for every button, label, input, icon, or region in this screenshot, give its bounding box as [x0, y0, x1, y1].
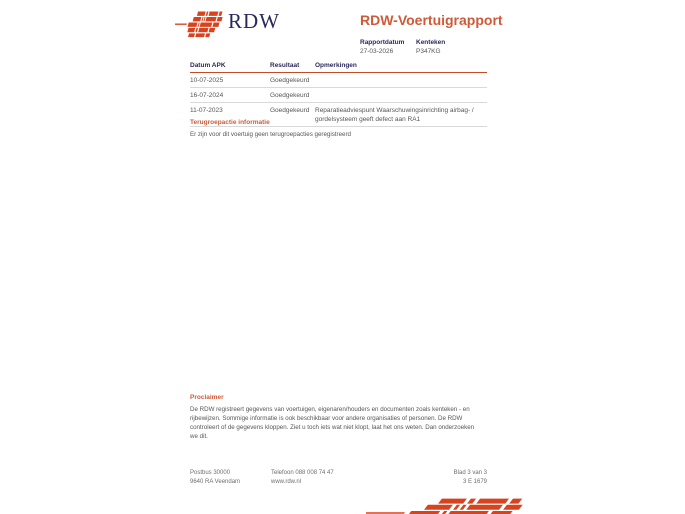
report-date-block	[360, 39, 416, 55]
apk-history-table	[190, 60, 487, 127]
proclaimer-heading: Proclaimer	[190, 394, 224, 401]
footer-phone: Telefoon 088 008 74 47	[271, 470, 334, 476]
cell-opmerkingen: Reparatieadviespunt Waarschuwingsinrichting airbag- / gordelsysteem geeft defect aan RA1	[315, 103, 487, 127]
cell-opmerkingen	[315, 73, 487, 88]
rdw-flag-icon	[175, 11, 223, 41]
footer-address-line1: Postbus 30000	[190, 470, 231, 476]
footer-address	[190, 469, 240, 487]
rdw-logo-text: RDW	[228, 9, 280, 33]
cell-resultaat: Goedgekeurd	[270, 73, 315, 88]
license-plate-value: P347KG	[416, 48, 441, 55]
cell-datum: 11-07-2023	[190, 103, 270, 127]
rdw-logo	[175, 11, 280, 41]
report-date-label: Rapportdatum	[360, 39, 405, 46]
col-header-datum-apk: Datum APK	[190, 60, 270, 73]
col-header-resultaat: Resultaat	[270, 60, 315, 73]
col-header-opmerkingen: Opmerkingen	[315, 60, 487, 73]
cell-resultaat: Goedgekeurd	[270, 103, 315, 127]
license-plate-block	[416, 39, 445, 55]
footer-form-code: 3 E 1679	[462, 479, 487, 485]
license-plate-label: Kenteken	[416, 39, 446, 46]
recall-info-heading: Terugroepactie informatie	[190, 119, 270, 126]
footer	[190, 469, 487, 489]
apk-history-table-wrap	[190, 60, 487, 127]
table-row	[190, 73, 487, 88]
footer-contact	[271, 469, 334, 487]
footer-page-info	[454, 469, 487, 487]
recall-info-section	[190, 119, 487, 139]
cell-resultaat: Goedgekeurd	[270, 88, 315, 103]
page-title: RDW-Voertuigrapport	[360, 12, 503, 28]
report-date-value: 27-03-2026	[360, 48, 394, 55]
table-row	[190, 88, 487, 103]
cell-datum: 16-07-2024	[190, 88, 270, 103]
title-block	[360, 12, 580, 55]
footer-page-number: Blad 3 van 3	[453, 470, 487, 476]
rdw-flag-icon	[366, 498, 524, 514]
table-header-row	[190, 60, 487, 73]
proclaimer-text: De RDW registreert gegevens van voertuigen, eigenaren/houders en documenten zoals kenteken - en rijbewijzen. Sommige informatie is ook beschikbaar voor andere organisaties of personen. De RDW controleert of de gegevens kloppen. Ziet u toch iets wat niet klopt, laat het ons weten. Dan onderzoeken we dit.	[190, 406, 475, 440]
footer-address-line2: 9640 RA Veendam	[190, 479, 241, 485]
proclaimer-section	[190, 394, 480, 441]
footer-website-link[interactable]: www.rdw.nl	[271, 479, 302, 485]
rdw-flag-watermark	[366, 498, 524, 514]
report-meta	[360, 39, 580, 55]
cell-datum: 10-07-2025	[190, 73, 270, 88]
recall-info-text: Er zijn voor dit voertuig geen terugroepacties geregistreerd	[190, 131, 351, 138]
cell-opmerkingen	[315, 88, 487, 103]
